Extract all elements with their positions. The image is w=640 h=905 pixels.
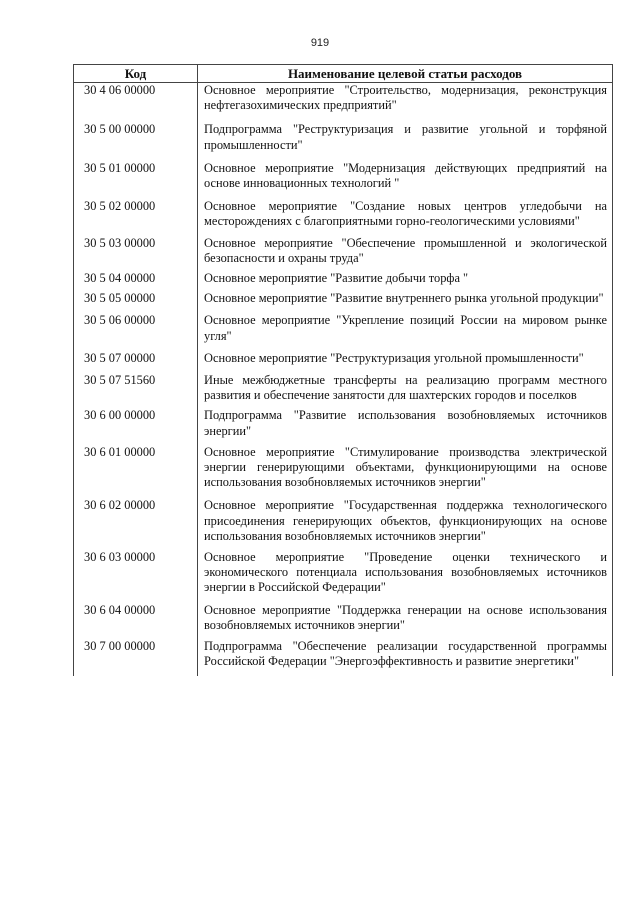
table-row [74, 122, 613, 160]
row-code: 30 5 07 00000 [74, 351, 198, 373]
budget-codes-table [73, 64, 613, 676]
table-header-row [74, 65, 613, 83]
table-row [74, 408, 613, 444]
row-code: 30 5 07 51560 [74, 373, 198, 408]
table-row [74, 161, 613, 199]
table-row [74, 550, 613, 603]
row-name: Основное мероприятие "Развитие внутреннего рынка угольной продукции" [198, 291, 613, 313]
row-name: Основное мероприятие "Развитие добычи торфа " [198, 271, 613, 291]
table-row [74, 498, 613, 550]
table-row [74, 83, 613, 123]
row-name: Основное мероприятие "Проведение оценки технического и экономического потенциала использования возобновляемых источников энергии в Российской Федерации" [198, 550, 613, 603]
table-row [74, 291, 613, 313]
table-row [74, 445, 613, 499]
row-code: 30 5 01 00000 [74, 161, 198, 199]
row-name: Основное мероприятие "Обеспечение промышленной и экологической безопасности и охраны труда" [198, 236, 613, 271]
row-name: Основное мероприятие "Реструктуризация угольной промышленности" [198, 351, 613, 373]
page-number: 919 [310, 37, 330, 49]
row-name: Подпрограмма "Реструктуризация и развитие угольной и торфяной промышленности" [198, 122, 613, 160]
table-row [74, 236, 613, 271]
row-code: 30 5 02 00000 [74, 199, 198, 235]
row-code: 30 5 05 00000 [74, 291, 198, 313]
row-code: 30 6 02 00000 [74, 498, 198, 550]
row-code: 30 5 06 00000 [74, 313, 198, 350]
row-name: Основное мероприятие "Модернизация действующих предприятий на основе инновационных технологий " [198, 161, 613, 199]
table-row [74, 639, 613, 675]
row-code: 30 6 01 00000 [74, 445, 198, 499]
table-row [74, 271, 613, 291]
row-code: 30 7 00 00000 [74, 639, 198, 675]
row-code: 30 6 00 00000 [74, 408, 198, 444]
row-name: Основное мероприятие "Государственная поддержка технологического присоединения генерирующих объектов, функционирующих на основе использования возобновляемых источников энергии" [198, 498, 613, 550]
table-row [74, 351, 613, 373]
row-code: 30 4 06 00000 [74, 83, 198, 123]
row-code: 30 5 04 00000 [74, 271, 198, 291]
row-name: Основное мероприятие "Укрепление позиций России на мировом рынке угля" [198, 313, 613, 350]
table-row [74, 373, 613, 408]
table-row [74, 199, 613, 235]
header-code: Код [74, 65, 198, 83]
row-name: Подпрограмма "Развитие использования возобновляемых источников энергии" [198, 408, 613, 444]
row-code: 30 6 03 00000 [74, 550, 198, 603]
row-code: 30 5 00 00000 [74, 122, 198, 160]
row-name: Основное мероприятие "Поддержка генерации на основе использования возобновляемых источников энергии" [198, 603, 613, 639]
row-code: 30 6 04 00000 [74, 603, 198, 639]
row-name: Подпрограмма "Обеспечение реализации государственной программы Российской Федерации "Энергоэффективность и развитие энергетики" [198, 639, 613, 675]
header-name: Наименование целевой статьи расходов [198, 65, 613, 83]
row-code: 30 5 03 00000 [74, 236, 198, 271]
table-row [74, 603, 613, 639]
row-name: Основное мероприятие "Создание новых центров угледобычи на месторождениях с благоприятными горно-геологическими условиями" [198, 199, 613, 235]
row-name: Основное мероприятие "Строительство, модернизация, реконструкция нефтегазохимических предприятий" [198, 83, 613, 123]
row-name: Основное мероприятие "Стимулирование производства электрической энергии генерирующими объектами, функционирующими на основе использования возобновляемых источников энергии" [198, 445, 613, 499]
row-name: Иные межбюджетные трансферты на реализацию программ местного развития и обеспечение занятости для шахтерских городов и поселков [198, 373, 613, 408]
table-row [74, 313, 613, 350]
